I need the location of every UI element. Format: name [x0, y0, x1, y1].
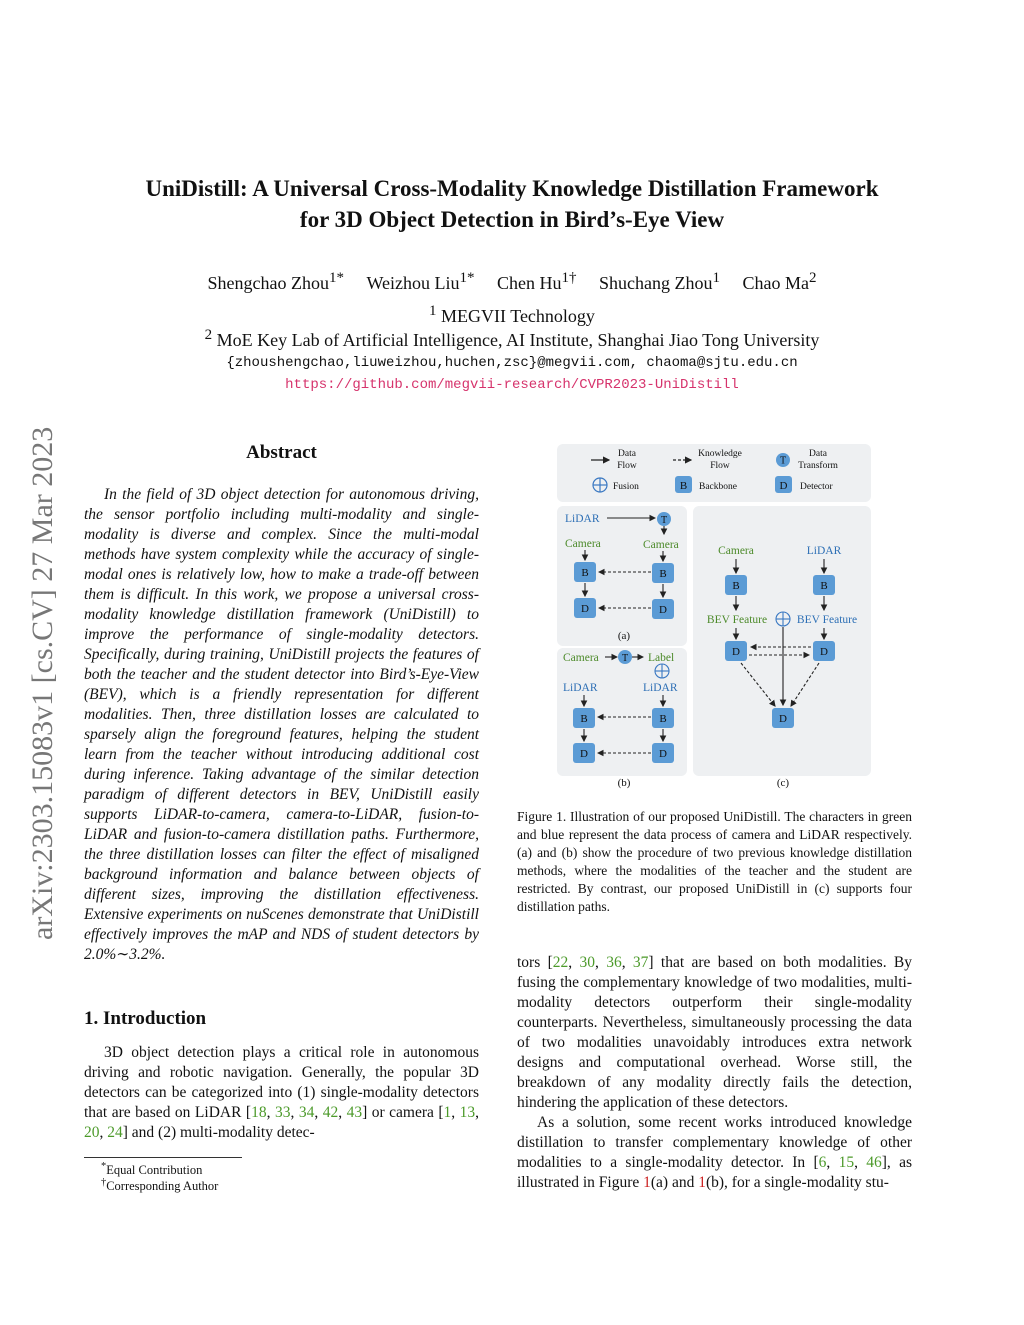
- figure-reference[interactable]: 1: [698, 1174, 706, 1191]
- svg-text:D: D: [732, 646, 740, 658]
- footnote: †Corresponding Author: [101, 1177, 219, 1194]
- legend-text: Flow: [617, 461, 637, 471]
- citation[interactable]: 43: [346, 1104, 363, 1121]
- svg-text:B: B: [581, 567, 589, 579]
- citation[interactable]: 22: [552, 954, 569, 971]
- citation[interactable]: 13: [459, 1104, 476, 1121]
- svg-text:B: B: [580, 713, 588, 725]
- svg-text:D: D: [580, 748, 588, 760]
- paragraph: tors [22, 30, 36, 37] that are based on both modalities. By fusing the complementary knowledge of two modalities, multi-modality detectors outperform their single-modality counterparts. Nevertheless, simultaneously processing the data of two modalities unavoidably introduces extra network designs and computational overhead. Worse still, the breakdown of any modality directly fails the detection, hindering the application of these detectors.: [517, 954, 913, 1111]
- affiliation-2: $^2$ MoE Key Lab of Artificial Intelligence, AI Institute, Shanghai Jiao Tong University: [204, 327, 820, 350]
- author: Chen $Hu^{1\dagger}$: [497, 270, 577, 293]
- legend-text: B: [679, 480, 688, 492]
- panel-label: (c): [776, 777, 790, 789]
- legend-text: Data: [618, 449, 636, 459]
- fig-label: BEV Feature: [706, 614, 768, 626]
- panel-label: (b): [617, 777, 631, 789]
- svg-text:D: D: [820, 646, 828, 658]
- legend-text: Detector: [800, 482, 833, 492]
- citation[interactable]: 15: [838, 1154, 855, 1171]
- svg-text:B: B: [732, 580, 740, 592]
- citation[interactable]: 34: [298, 1104, 315, 1121]
- svg-text:T: T: [660, 515, 668, 526]
- arxiv-sidebar: [26, 426, 66, 980]
- fig-label: BEV Feature: [796, 614, 858, 626]
- svg-text:T: T: [621, 653, 629, 664]
- author-list: [0, 270, 1024, 294]
- citation[interactable]: 36: [606, 954, 622, 971]
- svg-text:D: D: [779, 713, 787, 725]
- fig-label: LiDAR: [806, 545, 842, 557]
- legend-text: Transform: [798, 461, 838, 471]
- fig-label: Label: [648, 652, 675, 664]
- citation[interactable]: 18: [251, 1104, 267, 1121]
- citation[interactable]: 42: [322, 1104, 339, 1121]
- arxiv-id: arXiv:2303.15083v1 [cs.CV] 27 Mar 2023: [26, 426, 59, 940]
- legend-text: Fusion: [613, 482, 639, 492]
- citation[interactable]: 1: [443, 1104, 452, 1121]
- citation[interactable]: 20: [84, 1124, 100, 1141]
- right-column-text: [517, 953, 912, 1193]
- citation[interactable]: 24: [107, 1124, 123, 1141]
- citation[interactable]: 46: [866, 1154, 882, 1171]
- section-heading: 1. Introduction: [84, 1008, 207, 1029]
- author: Chao Ma$^2$: [742, 270, 817, 293]
- legend-text: Data: [809, 449, 827, 459]
- figure-reference[interactable]: 1: [643, 1174, 651, 1191]
- github-link[interactable]: https://github.com/megvii-research/CVPR2023-UniDistill: [285, 377, 739, 393]
- abstract-heading: Abstract: [246, 442, 317, 463]
- fig-label: Camera: [563, 652, 599, 664]
- citation[interactable]: 30: [579, 954, 595, 971]
- fig-label: LiDAR: [643, 682, 678, 694]
- svg-text:B: B: [659, 713, 667, 725]
- citation[interactable]: 6: [818, 1154, 827, 1171]
- footnote-rule: [84, 1157, 242, 1158]
- paragraph: As a solution, some recent works introduced knowledge distillation to transfer complementary knowledge of other modalities to a single-modality detector. In [6, 15, 46], as illustrated in Figure 1(a) and 1(b), for a single-modality stu-: [517, 1114, 913, 1191]
- affiliation-1: $^1$ MEGVII Technology: [429, 303, 595, 326]
- svg-text:B: B: [820, 580, 828, 592]
- fig-label: Camera: [718, 545, 754, 557]
- svg-text:D: D: [659, 604, 667, 616]
- svg-text:D: D: [581, 603, 589, 615]
- legend-text: D: [779, 480, 788, 492]
- author: Shengchao Zhou$^{1*}$: [207, 270, 344, 293]
- footnote: *Equal Contribution: [101, 1161, 203, 1178]
- svg-text:B: B: [659, 568, 667, 580]
- paper-title: UniDistill: A Universal Cross-Modality Knowledge Distillation Framework for 3D Object Detection in Bird’s-Eye View: [145, 176, 879, 232]
- author: Shuchang Zhou$^1$: [599, 270, 720, 293]
- abstract-text: In the field of 3D object detection for autonomous driving, the sensor portfolio including multi-modality and single-modality is diverse and complex. Since the multi-modal methods have system complexity while the accuracy of single-modal ones is relatively low, how to make a trade-off between them is difficult. In this work, we propose a universal cross-modality knowledge distillation framework (UniDistill) to improve the performance of single-modality detectors. Specifically, during training, UniDistill projects the features of both the teacher and the student detector into Bird’s-Eye-View (BEV), which is a friendly representation for different modalities. Then, three distillation losses are calculated to sparsely align the foreground features, helping the student learn from the teacher without introducing additional cost during inference. Taking advantage of the similar detection paradigm of different detectors in BEV, UniDistill easily supports LiDAR-to-camera, camera-to-LiDAR, fusion-to-LiDAR and fusion-to-camera distillation paths. Furthermore, the three distillation losses can filter the effect of misaligned background information and balance between objects of different sizes, improving the distillation effectiveness. Extensive experiments on nuScenes demonstrate that UniDistill effectively improves the mAP and NDS of student detectors by 2.0%∼3.2%.: [84, 486, 479, 963]
- svg-text:D: D: [659, 748, 667, 760]
- legend-text: T: [779, 455, 787, 467]
- legend-text: Knowledge: [698, 449, 742, 459]
- fig-label: LiDAR: [563, 682, 598, 694]
- fig-label: Camera: [643, 539, 679, 551]
- panel-label: (a): [617, 630, 631, 642]
- fig-label: Camera: [565, 538, 601, 550]
- citation[interactable]: 37: [632, 954, 649, 971]
- legend-text: Flow: [710, 461, 730, 471]
- citation[interactable]: 33: [274, 1104, 291, 1121]
- emails: {zhoushengchao,liuweizhou,huchen,zsc}@megvii.com, chaoma@sjtu.edu.cn: [226, 355, 798, 371]
- legend-text: Backbone: [699, 482, 737, 492]
- figure-caption: Figure 1. Illustration of our proposed UniDistill. The characters in green and blue represent the data process of camera and LiDAR respectively. (a) and (b) show the procedure of two previous knowledge distillation methods, where the modalities of the teacher and the student are restricted. By contrast, our proposed UniDistill in (c) supports four distillation paths.: [517, 809, 912, 914]
- figure-1: [555, 442, 875, 792]
- intro-paragraph: 3D object detection plays a critical role in autonomous driving and robotic navigation. Generally, the popular 3D detectors can be categorized into (1) single-modality detectors that are based on LiDAR [18, 33, 34, 42, 43] or camera [1, 13, 20, 24] and (2) multi-modality detec-: [84, 1044, 480, 1141]
- fig-label: LiDAR: [565, 513, 600, 525]
- author: Weizhou Liu$^{1*}$: [366, 270, 475, 293]
